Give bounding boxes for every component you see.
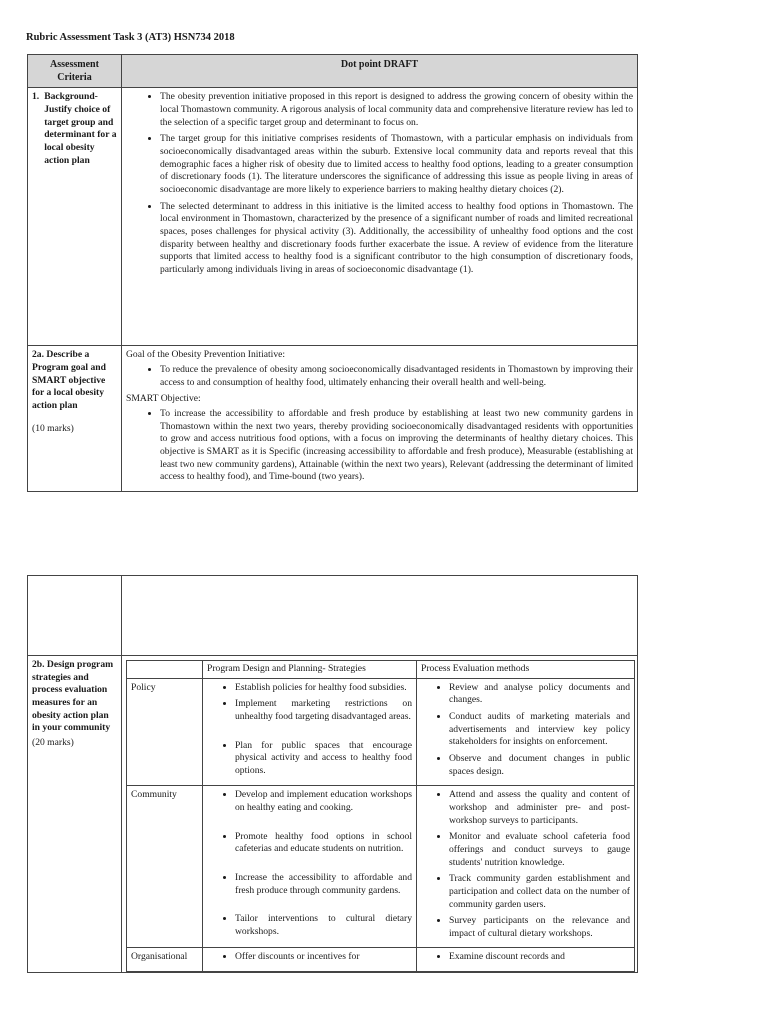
strategies-cell <box>203 678 417 786</box>
list-item: • Track community garden establishment and participation and collect data on the number of community garden users. <box>449 873 630 911</box>
list-item: • Monitor and evaluate school cafeteria food offerings and conduct surveys to gauge students' nutrition knowledge. <box>449 831 630 869</box>
empty-cell <box>28 576 122 656</box>
level-cell: Community <box>127 786 203 948</box>
goal-label: Goal of the Obesity Prevention Initiative: <box>126 349 286 361</box>
smart-label: SMART Objective: <box>126 393 201 405</box>
marks-label: (10 marks) <box>32 422 74 434</box>
draft-cell <box>122 88 638 346</box>
evaluation-cell <box>417 786 635 948</box>
list-item: • The selected determinant to address in this initiative is the limited access to healthy food options in Thomastown. The local environment in Thomastown, characterized by the presence of a significant number of roads and limited recreational spaces, poses challenges for physical activity (3). Additionally, the accessibility of unhealthy food options and the cost disparity between healthy and discretionary foods further exacerbate the issue. A review of evidence from the literature supports that limited access to healthy food is a significant contributor to the high consumption of discretionary foods, particularly among individuals living in areas of socioeconomic disadvantage (1). <box>160 201 633 277</box>
bullet-list <box>207 789 412 938</box>
list-item: • The obesity prevention initiative proposed in this report is designed to address the growing concern of obesity within the local Thomastown community. A rigorous analysis of local community data and comprehensive literature review has led to the selection of a specific target group and determinant to focus on. <box>160 91 633 129</box>
bullet-list <box>126 408 633 484</box>
header-strategies: Program Design and Planning- Strategies <box>203 661 417 679</box>
list-item: • Increase the accessibility to affordable and fresh produce through community gardens. <box>235 872 412 897</box>
list-item: • Review and analyse policy documents and changes. <box>449 682 630 707</box>
evaluation-cell <box>417 678 635 786</box>
criteria-text: 2b. Design program strategies and process evaluation measures for an obesity action plan in your community <box>32 659 114 734</box>
criteria-number: 1. <box>32 91 40 103</box>
bullet-list <box>126 91 633 276</box>
header-level <box>127 661 203 679</box>
list-item: • To increase the accessibility to affordable and fresh produce by establishing at least two new community gardens in Thomastown within the next two years, thereby providing socioeconomically disadvantaged residents with opportunities to grow and access nutritious food options, with a focus on improving the determinants of healthy dietary choices. This objective is SMART as it is Specific (increasing accessibility to affordable and fresh produce), Measurable (establishing at least two new community gardens), Attainable (within the next two years), Relevant (addressing the determinant of limited access to healthy food), and Time-bound (two years). <box>160 408 633 484</box>
header-evaluation: Process Evaluation methods <box>417 661 635 679</box>
list-item: • Develop and implement education workshops on healthy eating and cooking. <box>235 789 412 814</box>
list-item: • To reduce the prevalence of obesity among socioeconomically disadvantaged residents in Thomastown by improving their access to and consumption of healthy food, ultimately enhancing their overall health and well-being. <box>160 364 633 389</box>
criteria-cell <box>28 656 122 973</box>
strategies-table <box>126 660 635 972</box>
empty-cell <box>122 576 638 656</box>
list-item: • Examine discount records and <box>449 951 630 964</box>
bullet-list <box>421 682 630 779</box>
criteria-cell <box>28 88 122 346</box>
list-item: • Tailor interventions to cultural dietary workshops. <box>235 913 412 938</box>
strategies-cell <box>203 786 417 948</box>
table-row <box>127 786 635 948</box>
bullet-list <box>207 682 412 778</box>
marks-label: (20 marks) <box>32 736 74 748</box>
list-item: • The target group for this initiative comprises residents of Thomastown, with a particular emphasis on individuals from socioeconomically disadvantaged areas within the suburb. Extensive local community data and reports reveal that this demographic faces a higher risk of obesity due to limited access to healthy food options, leading to a greater consumption of discretionary foods (1). The literature underscores the significance of addressing this issue as people living in areas of socioeconomic disadvantage are more likely to experience barriers to making healthy dietary choices (2). <box>160 133 633 196</box>
criteria-text: Background- Justify choice of target group and determinant for a local obesity action plan <box>44 91 117 166</box>
bullet-list <box>207 951 412 964</box>
list-item: • Attend and assess the quality and content of workshop and administer pre- and post-workshop surveys to participants. <box>449 789 630 827</box>
bullet-list <box>421 789 630 940</box>
header-dot-point-draft: Dot point DRAFT <box>122 55 638 88</box>
list-item: • Implement marketing restrictions on unhealthy food targeting disadvantaged areas. <box>235 698 412 723</box>
list-item: • Plan for public spaces that encourage physical activity and access to healthy food options. <box>235 740 412 778</box>
rubric-table-2 <box>27 575 638 973</box>
level-cell: Organisational <box>127 948 203 972</box>
table-row <box>127 678 635 786</box>
list-item: • Observe and document changes in public spaces design. <box>449 753 630 778</box>
table-row <box>127 948 635 972</box>
evaluation-cell <box>417 948 635 972</box>
inner-header-row <box>127 661 635 679</box>
strategies-container <box>122 656 638 973</box>
criteria-cell <box>28 346 122 492</box>
rubric-table-1 <box>27 54 638 492</box>
level-cell: Policy <box>127 678 203 786</box>
list-item: • Survey participants on the relevance and impact of cultural dietary workshops. <box>449 915 630 940</box>
list-item: • Establish policies for healthy food subsidies. <box>235 682 412 695</box>
criteria-text: 2a. Describe a Program goal and SMART objective for a local obesity action plan <box>32 349 106 411</box>
bullet-list <box>126 364 633 389</box>
table-row <box>28 576 638 656</box>
document-title: Rubric Assessment Task 3 (AT3) HSN734 2018 <box>26 32 235 43</box>
table-row <box>28 656 638 973</box>
draft-cell <box>122 346 638 492</box>
bullet-list <box>421 951 630 964</box>
table-row <box>28 346 638 492</box>
table-header-row <box>28 55 638 88</box>
list-item: • Conduct audits of marketing materials and advertisements and interview key policy stakeholders for insights on enforcement. <box>449 711 630 749</box>
header-assessment-criteria: Assessment Criteria <box>28 55 122 88</box>
list-item: • Offer discounts or incentives for <box>235 951 412 964</box>
table-row <box>28 88 638 346</box>
strategies-cell <box>203 948 417 972</box>
list-item: • Promote healthy food options in school cafeterias and educate students on nutrition. <box>235 831 412 856</box>
